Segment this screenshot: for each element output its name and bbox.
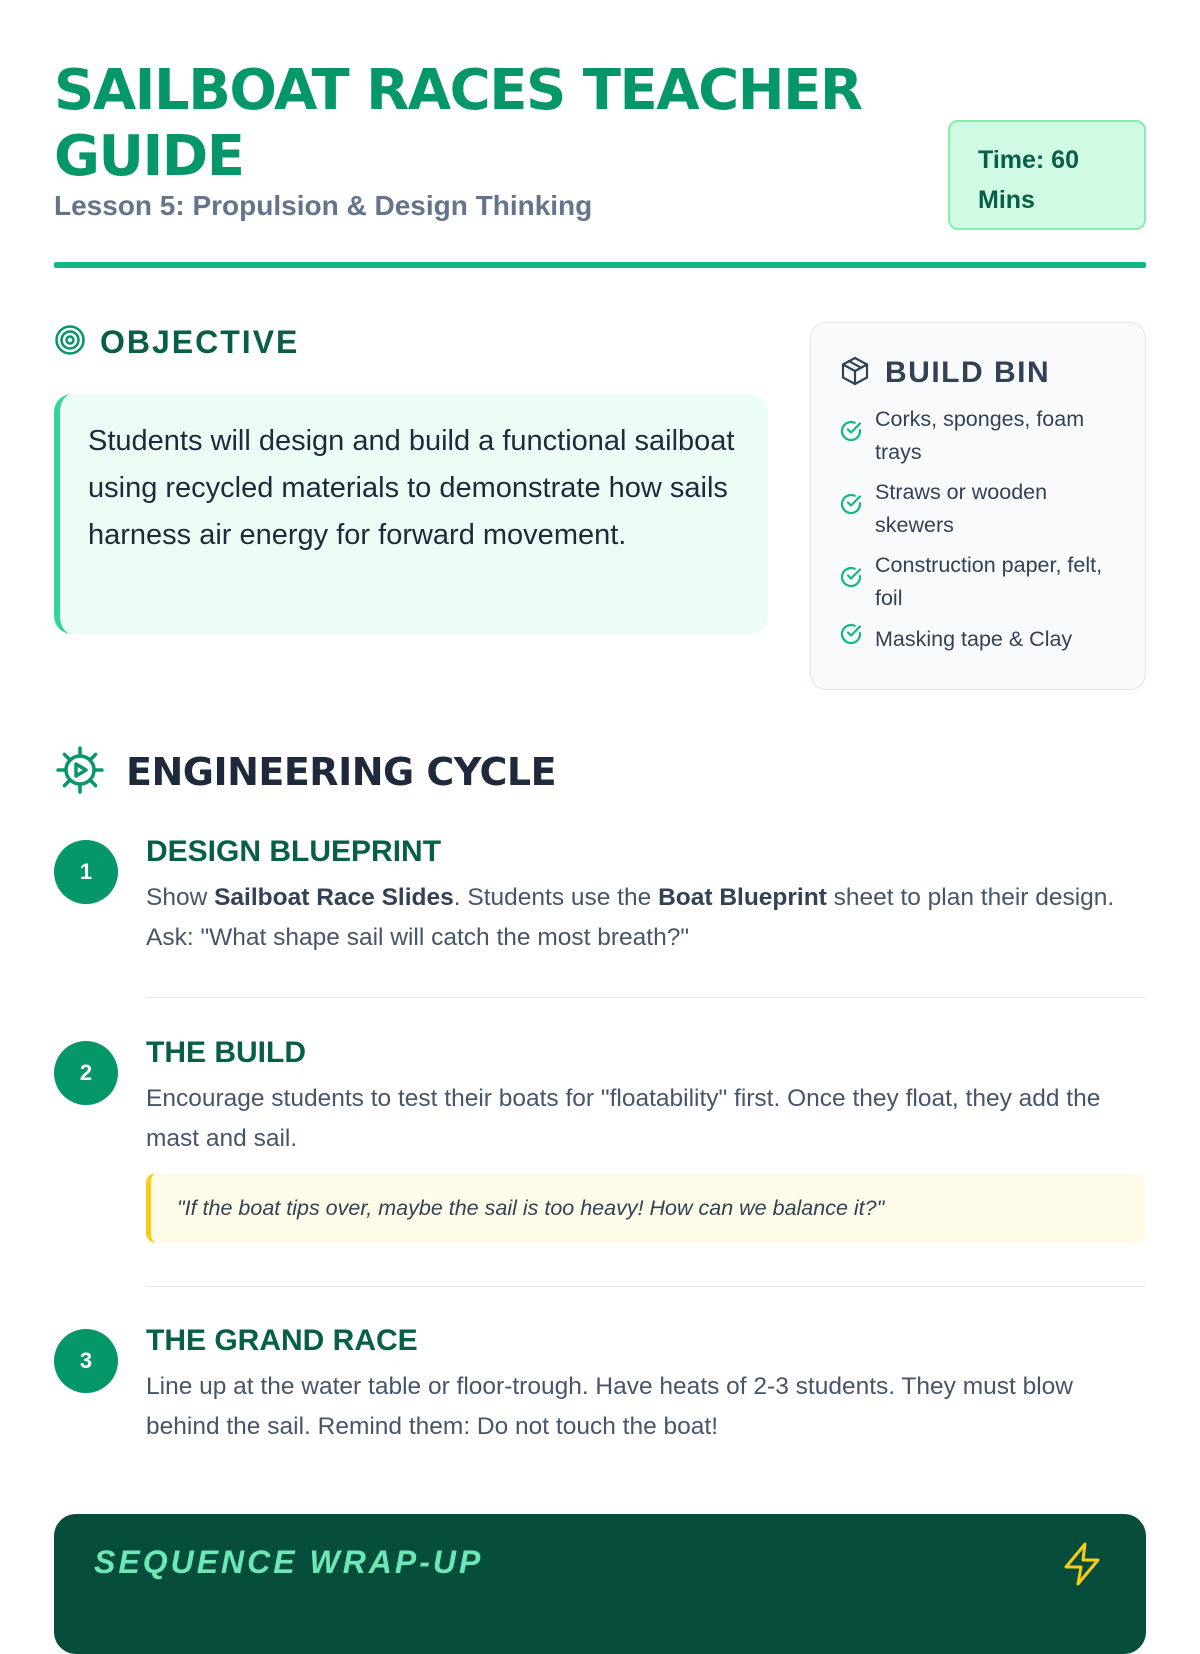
header — [54, 58, 1146, 270]
sequence-wrapup-card — [54, 1514, 1146, 1654]
step-number: 1 — [54, 840, 118, 904]
objective-label: OBJECTIVE — [100, 323, 300, 360]
time-badge: Time: 60 Mins — [948, 120, 1146, 230]
teacher-guide-page — [54, 0, 1146, 1600]
list-item — [839, 476, 1121, 542]
list-item-label: Corks, sponges, foam trays — [875, 407, 1085, 464]
step-divider — [146, 1286, 1146, 1287]
check-circle-icon — [839, 492, 863, 526]
build-bin-card — [810, 322, 1146, 690]
slides-reference: Sailboat Race Slides — [214, 884, 454, 911]
engineering-cycle-label: ENGINEERING CYCLE — [126, 750, 557, 794]
blueprint-reference: Boat Blueprint — [658, 884, 827, 911]
step-body — [146, 1321, 1146, 1447]
build-bin-heading — [839, 353, 1121, 393]
step-body — [146, 1033, 1146, 1243]
step-number: 2 — [54, 1041, 118, 1105]
target-icon — [54, 324, 86, 361]
check-circle-icon — [839, 419, 863, 453]
build-bin-label: BUILD BIN — [885, 356, 1051, 389]
step-description: Encourage students to test their boats for "floatability" first. Once they float, they add the mast and sail. — [146, 1085, 1101, 1152]
list-item — [839, 403, 1121, 469]
check-circle-icon — [839, 565, 863, 599]
step-number: 3 — [54, 1329, 118, 1393]
list-item — [839, 549, 1121, 615]
step-body — [146, 832, 1146, 958]
gear-icon — [54, 744, 106, 801]
engineering-cycle-heading — [54, 744, 556, 800]
list-item — [839, 622, 1121, 656]
header-divider — [54, 262, 1146, 268]
check-circle-icon — [839, 622, 863, 656]
step-title: DESIGN BLUEPRINT — [146, 835, 442, 868]
wrapup-heading: SEQUENCE WRAP-UP — [94, 1544, 484, 1580]
step-description: Show Sailboat Race Slides. Students use the Boat Blueprint sheet to plan their design. Ask: "What shape sail will catch the most breath?" — [146, 884, 1115, 951]
page-title: SAILBOAT RACES TEACHER GUIDE — [54, 58, 862, 189]
build-bin-list — [839, 403, 1121, 656]
box-icon — [839, 355, 871, 392]
list-item-label: Construction paper, felt, foil — [875, 553, 1103, 610]
step-divider — [146, 997, 1146, 998]
objective-heading — [54, 322, 299, 362]
step-title: THE BUILD — [146, 1036, 306, 1069]
objective-text: Students will design and build a functional sailboat using recycled materials to demonstrate how sails harness air energy for forward movement. — [54, 394, 768, 634]
lightning-icon — [1058, 1540, 1106, 1593]
step-title: THE GRAND RACE — [146, 1324, 418, 1357]
teacher-tip: "If the boat tips over, maybe the sail is too heavy! How can we balance it?" — [146, 1173, 1146, 1243]
list-item-label: Straws or wooden skewers — [875, 480, 1048, 537]
step-description: Line up at the water table or floor-trough. Have heats of 2-3 students. They must blow behind the sail. Remind them: Do not touch the boat! — [146, 1373, 1073, 1440]
list-item-label: Masking tape & Clay — [875, 626, 1073, 651]
page-subtitle: Lesson 5: Propulsion & Design Thinking — [54, 190, 593, 221]
